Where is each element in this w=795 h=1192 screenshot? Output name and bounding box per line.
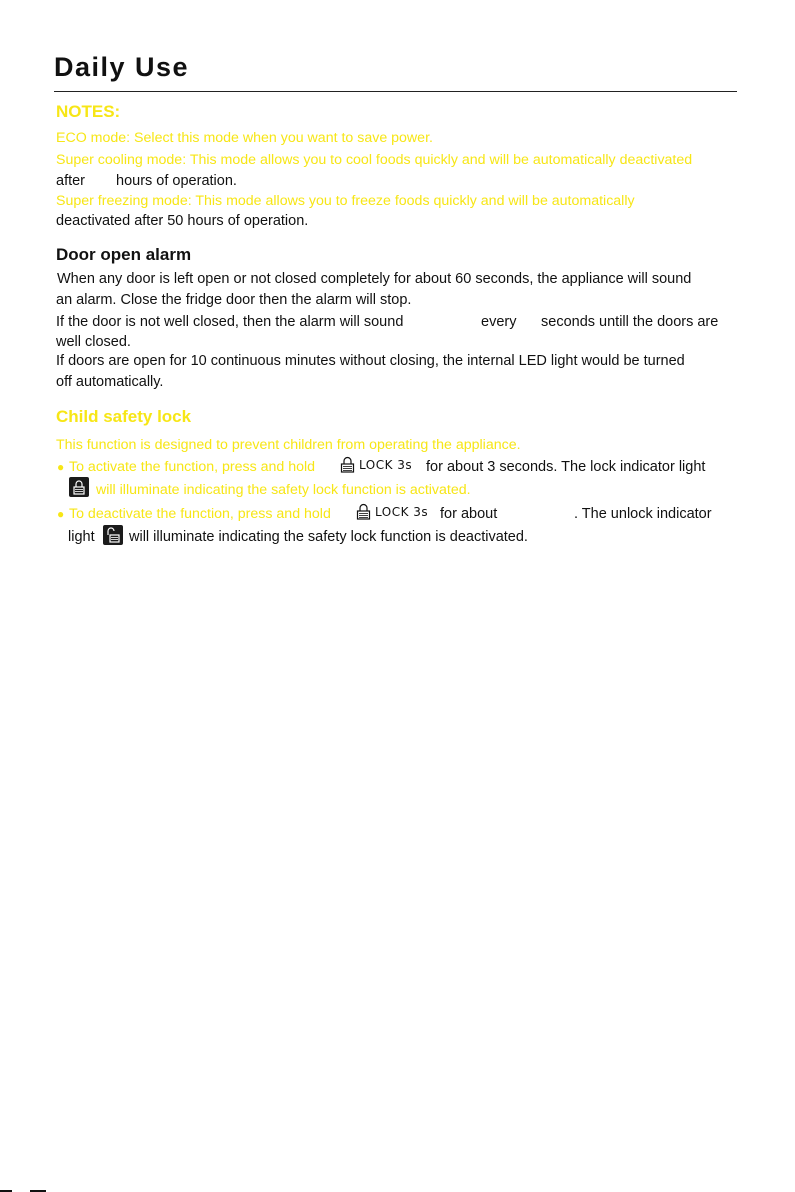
lock-label: LOCK 3s <box>359 458 413 472</box>
bullet-icon: ● <box>57 507 65 521</box>
door-alarm-line4: well closed. <box>56 334 131 350</box>
notes-super-freezing-line2: deactivated after 50 hours of operation. <box>56 213 309 229</box>
child-lock-deactivate-unlock: . The unlock indicator <box>574 506 712 522</box>
title-divider <box>54 91 737 92</box>
child-lock-heading: Child safety lock <box>56 407 192 426</box>
lock-icon <box>340 456 355 473</box>
door-alarm-line1: When any door is left open or not closed completely for about 60 seconds, the appliance will sound <box>57 271 692 287</box>
bullet-icon: ● <box>57 460 65 474</box>
unlock-indicator-icon <box>103 525 123 545</box>
door-alarm-line3-every: every <box>481 314 517 330</box>
lock-indicator-icon <box>69 477 89 497</box>
notes-super-freezing-line1: Super freezing mode: This mode allows you to freeze foods quickly and will be automatically <box>56 193 635 209</box>
notes-super-cooling-after: after <box>56 173 86 189</box>
lock-label: LOCK 3s <box>375 505 429 519</box>
door-alarm-line3-start: If the door is not well closed, then the alarm will sound <box>56 314 404 330</box>
door-alarm-line3-end: seconds untill the doors are <box>541 314 719 330</box>
door-alarm-line5: If doors are open for 10 continuous minutes without closing, the internal LED light would be turned <box>56 353 685 369</box>
child-lock-activate-end: for about 3 seconds. The lock indicator light <box>426 459 706 475</box>
child-lock-activate-start: To activate the function, press and hold <box>69 459 316 475</box>
notes-super-cooling-line1: Super cooling mode: This mode allows you to cool foods quickly and will be automatically deactivated <box>56 152 693 168</box>
notes-heading: NOTES: <box>56 102 121 121</box>
child-lock-deactivate-for-about: for about <box>440 506 498 522</box>
door-alarm-line6: off automatically. <box>56 374 164 390</box>
lock-icon <box>356 503 371 520</box>
notes-eco: ECO mode: Select this mode when you want to save power. <box>56 130 433 146</box>
child-lock-activate-indicator: will illuminate indicating the safety lock function is activated. <box>96 482 471 498</box>
child-lock-deactivate-light: light <box>68 529 95 545</box>
door-alarm-heading: Door open alarm <box>56 245 192 264</box>
page-title: Daily Use <box>54 52 190 82</box>
child-lock-intro: This function is designed to prevent children from operating the appliance. <box>56 437 521 453</box>
child-lock-deactivate-indicator: will illuminate indicating the safety lock function is deactivated. <box>129 529 528 545</box>
notes-super-cooling-hours: hours of operation. <box>116 173 237 189</box>
door-alarm-line2: an alarm. Close the fridge door then the alarm will stop. <box>56 292 412 308</box>
child-lock-deactivate-start: To deactivate the function, press and hold <box>69 506 331 522</box>
